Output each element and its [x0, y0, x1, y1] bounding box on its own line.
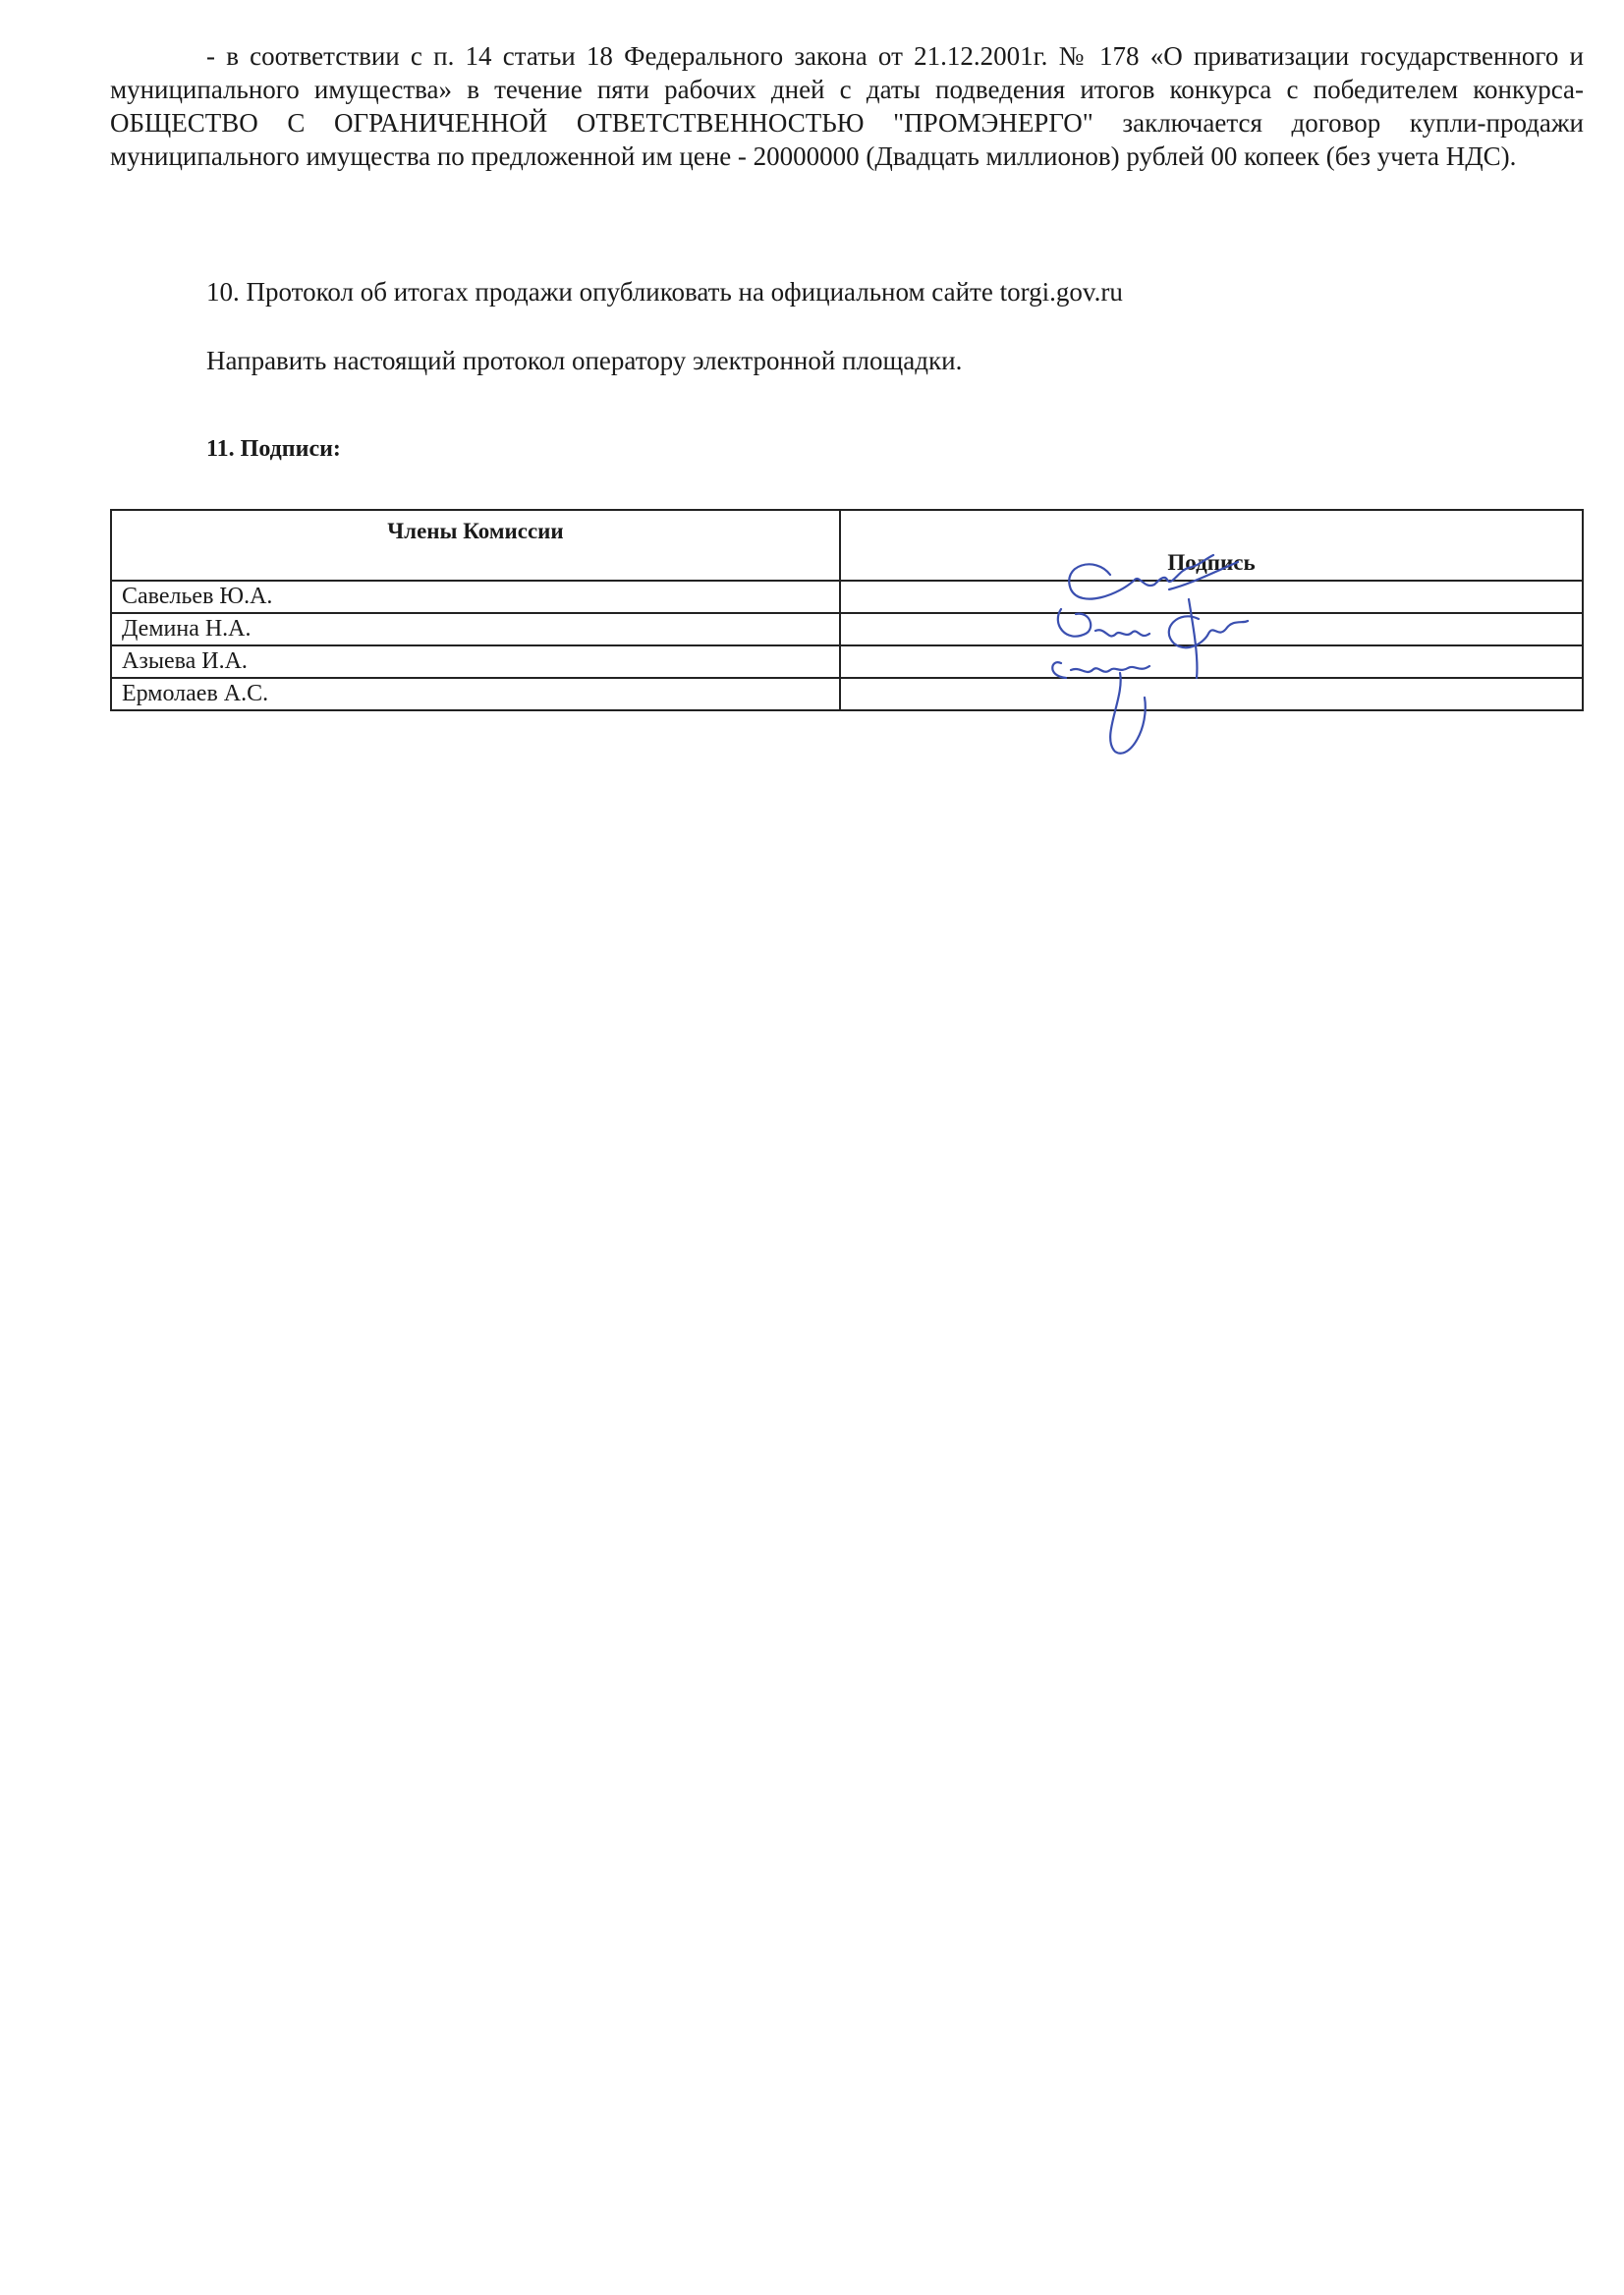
signatures-table: [110, 509, 1584, 711]
member-name: Савельев Ю.А.: [111, 581, 840, 613]
table-row: [111, 613, 1583, 645]
signatures-heading: 11. Подписи:: [206, 436, 341, 462]
handwritten-signatures-image: [1041, 550, 1258, 766]
member-name: Ермолаев А.С.: [111, 678, 840, 710]
table-header-row: [111, 510, 1583, 581]
member-name: Азыева И.А.: [111, 645, 840, 678]
paragraph-send-protocol: Направить настоящий протокол оператору электронной площадки.: [206, 346, 963, 375]
header-commission-members: Члены Комиссии: [111, 510, 840, 581]
paragraph-contract-terms: - в соответствии с п. 14 статьи 18 Федерального закона от 21.12.2001г. № 178 «О приватизации государственного и муниципального имущества» в течение пяти рабочих дней с даты подведения итогов конкурса с победителем конкурса- ОБЩЕСТВО С ОГРАНИЧЕННОЙ ОТВЕТСТВЕННОСТЬЮ "ПРОМЭНЕРГО" заключается договор купли-продажи муниципального имущества по предложенной им цене - 20000000 (Двадцать миллионов) рублей 00 копеек (без учета НДС).: [110, 41, 1584, 171]
table-row: [111, 645, 1583, 678]
member-name: Демина Н.А.: [111, 613, 840, 645]
table-row: [111, 581, 1583, 613]
paragraph-publish-protocol: 10. Протокол об итогах продажи опубликовать на официальном сайте torgi.gov.ru: [206, 277, 1123, 307]
table-row: [111, 678, 1583, 710]
header-signature: Подпись: [840, 510, 1583, 581]
